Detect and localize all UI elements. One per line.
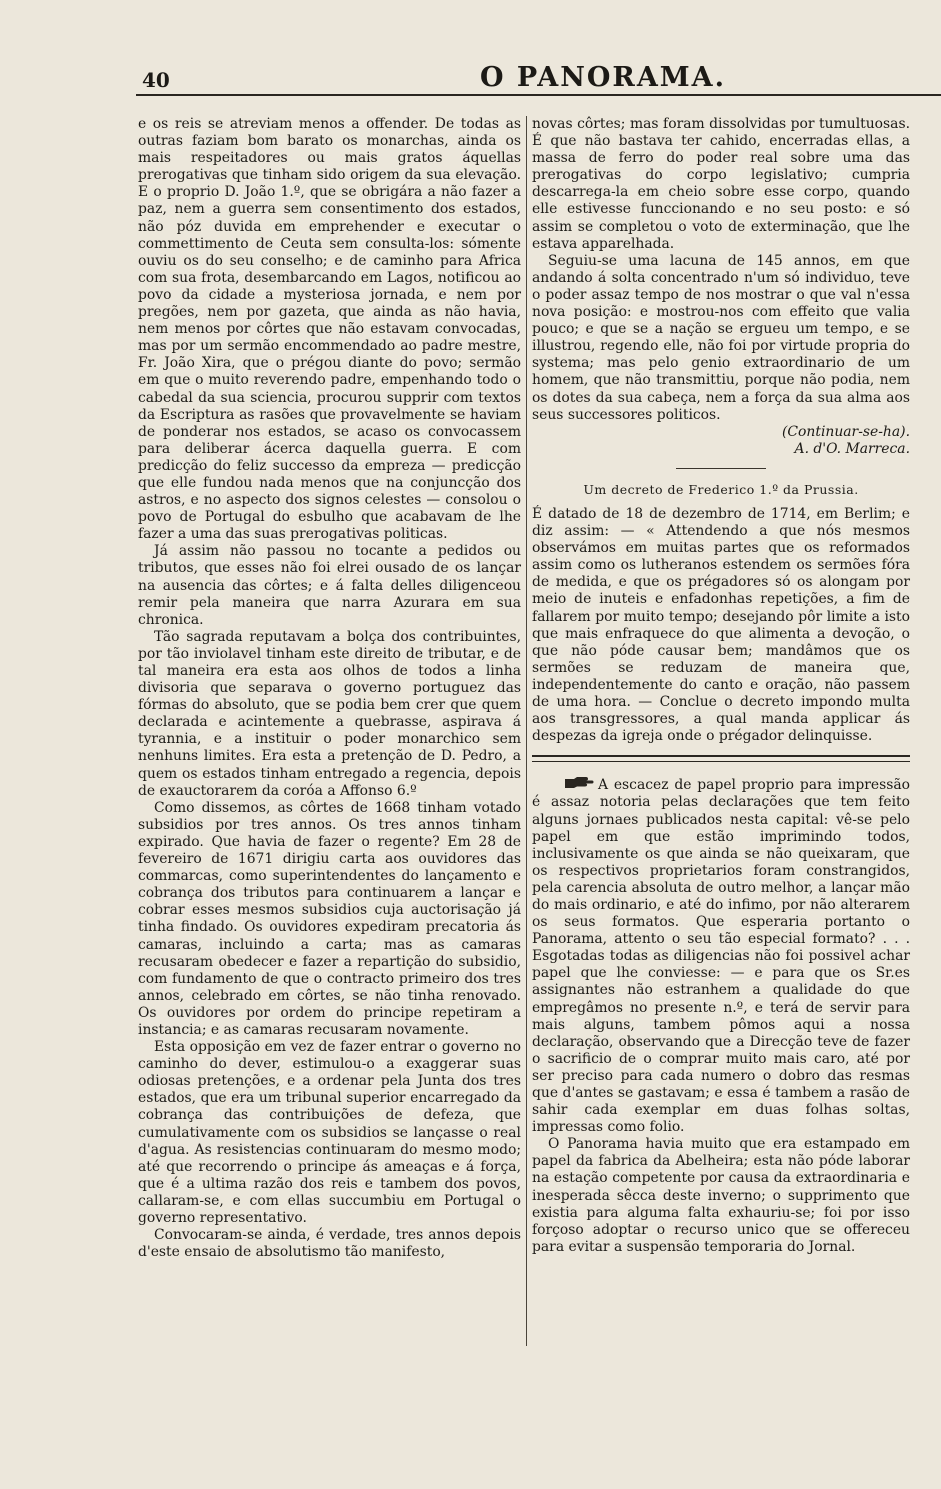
header-rule bbox=[136, 94, 941, 96]
author-signature: A. d'O. Marreca. bbox=[794, 440, 910, 457]
notice-paragraph bbox=[532, 776, 910, 1136]
paragraph: Tão sagrada reputavam a bolça dos contribuintes, por tão inviolavel tinham este direito de tributar, e de tal maneira era esta aos olhos de todos a linha divisoria que separava o governo portuguez das fórmas do absoluto, que se podia bem crer que quem declarada e acintemente a quebrasse, aspirava á tyrannia, e a instituir o poder monarchico sem nenhuns limites. Era esta a pretenção de D. Pedro, a quem os estados tinham entregado a regencia, depois de exauctorarem da coróa a Affonso 6.º bbox=[138, 628, 521, 799]
paragraph: Seguiu-se uma lacuna de 145 annos, em que andando á solta concentrado n'um só individuo, teve o poder assaz tempo de nos mostrar o que val n'essa nova posição: e mostrou-nos com effeito que valia pouco; e que se a nação se ergueu um tempo, e se illustrou, regendo elle, não foi por virtude propria do systema; mas pelo genio extraordinario de um homem, que não transmittiu, porque não podia, nem os dotes da sua cabeça, nem a força da sua alma aos seus successores politicos. bbox=[532, 252, 910, 423]
notice-text: A escacez de papel proprio para impressão é assaz notoria pelas declarações que tem feito alguns jornaes publicados nesta capital: vê-se pelo papel em que estão imprimindo todos, inclusivamente os que ainda se não queixaram, que os respectivos proprietarios foram constrangidos, pela carencia absoluta de outro melhor, a lançar mão do mais ordinario, e até do infimo, por não alterarem os seus formatos. Que esperaria portanto o Panorama, attento o seu tão especial formato? . . . Esgotadas todas as diligencias não foi possivel achar papel que lhe conviesse: — e para que os Sr.es assignantes não estranhem a qualidade do que empregâmos no presente n.º, e terá de servir para mais alguns, tambem pômos aqui a nossa declaração, observando que a Direcção teve de fazer o sacrificio de o comprar muito mais caro, até por ser preciso para cada numero o dobro das resmas que d'antes se gastavam; e essa é tambem a rasão de sahir cada exemplar em duas folhas soltas, impressas como folio. bbox=[532, 777, 910, 1136]
pointing-hand-icon bbox=[548, 776, 594, 794]
paragraph: Como dissemos, as côrtes de 1668 tinham votado subsidios por tres annos. Os tres annos tinham expirado. Que havia de fazer o regente? Em 28 de fevereiro de 1671 dirigiu carta aos ouvidores das commarcas, como superintendentes do lançamento e cobrança dos tributos para continuarem a lançar e cobrar esses mesmos subsidios cuja auctorisação já tinha findado. Os ouvidores expediram precatoria ás camaras, incluindo a carta; mas as camaras recusaram obedecer e fazer a repartição do subsidio, com fundamento de que o contracto primeiro dos tres annos, celebrado em côrtes, se não tinha renovado. Os ouvidores por ordem do principe repetiram a instancia; e as camaras recusaram novamente. bbox=[138, 799, 521, 1038]
column-divider bbox=[526, 116, 527, 1346]
paragraph: novas côrtes; mas foram dissolvidas por tumultuosas. É que não bastava ter cahido, encerradas ellas, a massa de ferro do poder real sobre uma das prerogativas do corpo legislativo; cumpria descarrega-la em cheio sobre esse corpo, quando elle estivesse funccionando e no seu posto: e só assim se completou o voto de exterminação, que lhe estava apparelhada. bbox=[532, 116, 910, 252]
right-column bbox=[532, 116, 910, 1356]
double-rule bbox=[532, 755, 910, 762]
paragraph: É datado de 18 de dezembro de 1714, em Berlim; e diz assim: — « Attendendo a que nós mesmos observámos em muitas partes que os reformados assim como os lutheranos estendem os sermões fóra de medida, e que os prégadores só os alongam por meio de inuteis e enfadonhas repetições, a fim de fallarem por muito tempo; desejando pôr limite a isto que mais enfraquece do que alimenta a devoção, o que não póde causar bem; mandâmos que os sermões se reduzam de maneira que, independentemente do canto e oração, não passem de uma hora. — Conclue o decreto impondo multa aos transgressores, a qual manda applicar ás despezas da igreja onde o prégador delinquisse. bbox=[532, 505, 910, 745]
paragraph: Convocaram-se ainda, é verdade, tres annos depois d'este ensaio de absolutismo tão manifesto, bbox=[138, 1227, 521, 1261]
continuation-note: (Continuar-se-ha). bbox=[782, 423, 910, 440]
journal-title: O PANORAMA. bbox=[480, 62, 727, 93]
paragraph: Já assim não passou no tocante a pedidos ou tributos, que esses não foi elrei ousado de os lançar na ausencia das côrtes; e á falta delles diligenceou remir pela maneira que narra Azurara em sua chronica. bbox=[138, 543, 521, 628]
article-heading: Um decreto de Frederico 1.º da Prussia. bbox=[583, 481, 859, 497]
paragraph: e os reis se atreviam menos a offender. De todas as outras faziam bom barato os monarchas, ainda os mais respeitadores ou mais gratos áquellas prerogativas que tinham sido origem da sua elevação. E o proprio D. João 1.º, que se obrigára a não fazer a paz, nem a guerra sem consentimento dos estados, não póz duvida em emprehender e executar o commettimento de Ceuta sem consulta-los: sómente ouviu os do seu conselho; e de caminho para Africa com sua frota, desembarcando em Lagos, notificou ao povo da cidade a mysteriosa jornada, e nem por pregões, nem por gazeta, que ainda as não havia, nem menos por côrtes que não estavam convocadas, mas por um sermão encommendado ao padre mestre, Fr. João Xira, que o prégou diante do povo; sermão em que o muito reverendo padre, empenhando todo o cabedal da sua sciencia, procurou supprir com textos da Escriptura as rasões que provavelmente se haviam de ponderar nos estados, se acaso os convocassem para deliberar ácerca daquella guerra. E com predicção do feliz successo da empreza — predicção que elle fundou nada menos que na conjuncção dos astros, e no aspecto dos signos celestes — consolou o povo de Portugal do esbulho que acabavam de lhe fazer a uma das suas prerogativas politicas. bbox=[138, 116, 521, 543]
page-number: 40 bbox=[142, 68, 170, 92]
paragraph: Esta opposição em vez de fazer entrar o governo no caminho do dever, estimulou-o a exaggerar suas odiosas pretenções, e a ordenar pela Junta dos tres estados, que era um tribunal superior encarregado da cobrança das contribuições de defeza, que cumulativamente com os subsidios se lançasse o real d'agua. As resistencias continuaram do mesmo modo; até que recorrendo o principe ás ameaças e á força, que é a ultima razão dos reis e tambem dos povos, callaram-se, e com ellas succumbiu em Portugal o governo representativo. bbox=[138, 1039, 521, 1226]
section-rule bbox=[676, 468, 766, 469]
paragraph: O Panorama havia muito que era estampado em papel da fabrica da Abelheira; esta não póde laborar na estação competente por causa da extraordinaria e inesperada sêcca deste inverno; o supprimento que existia para alguma falta exhauriu-se; foi por isso forçoso adoptar o recurso unico que se offereceu para evitar a suspensão temporaria do Jornal. bbox=[532, 1136, 910, 1255]
left-column bbox=[138, 116, 521, 1356]
page-header bbox=[60, 64, 910, 104]
